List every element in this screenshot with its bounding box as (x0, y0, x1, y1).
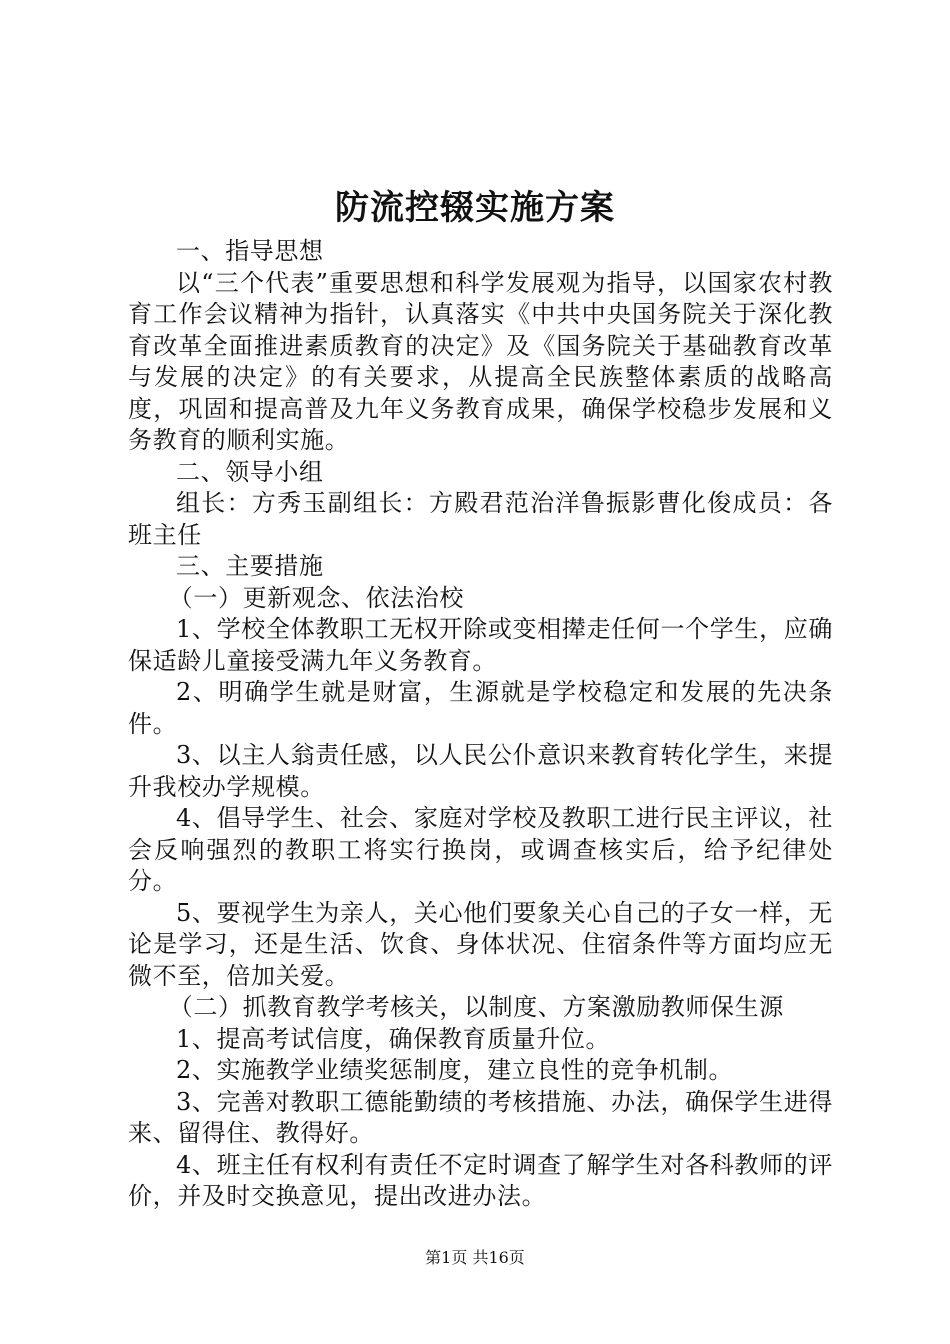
list-item-measure: 5、要视学生为亲人，关心他们要象关心自己的子女一样，无论是学习，还是生活、饮食、身体状况、住宿条件等方面均应无微不至，倍加关爱。 (128, 898, 833, 990)
section-heading-main-measures: 三、主要措施 (176, 552, 324, 580)
list-item-measure: 3、以主人翁责任感，以人民公仆意识来教育转化学生，来提升我校办学规模。 (128, 741, 833, 801)
list-item-measure: 4、倡导学生、社会、家庭对学校及教职工进行民主评议，社会反响强烈的教职工将实行换岗，或调查核实后，给予纪律处分。 (128, 804, 833, 895)
section-heading-leadership-group: 二、领导小组 (176, 457, 324, 486)
document-body (128, 236, 833, 1213)
list-item-measure: 1、提高考试信度，确保教育质量升位。 (176, 1024, 611, 1053)
subsection-heading-2: （二）抓教育教学考核关，以制度、方案激励教师保生源 (168, 993, 784, 1021)
list-item-measure: 4、班主任有权利有责任不定时调查了解学生对各科教师的评价，并及时交换意见，提出改进办法。 (128, 1150, 833, 1210)
list-item-measure: 3、完善对教职工德能勤绩的考核措施、办法，确保学生进得来、留得住、教得好。 (128, 1087, 833, 1147)
section-heading-guiding-thought: 一、指导思想 (176, 237, 324, 265)
subsection-heading-1: （一）更新观念、依法治校 (168, 583, 464, 612)
list-item-measure: 2、明确学生就是财富，生源就是学校稳定和发展的先决条件。 (128, 678, 833, 738)
paragraph-guiding-thought: 以“三个代表”重要思想和科学发展观为指导，以国家农村教育工作会议精神为指针，认真落实《中共中央国务院关于深化教育改革全面推进素质教育的决定》及《国务院关于基础教育改革与发展的决定》的有关要求，从提高全民族整体素质的战略高度，巩固和提高普及九年义务教育成果，确保学校稳步发展和义务教育的顺利实施。 (128, 268, 833, 454)
list-item-measure: 1、学校全体教职工无权开除或变相撵走任何一个学生，应确保适龄儿童接受满九年义务教育。 (128, 615, 833, 675)
page-footer: 第1页 共16页 (425, 1248, 525, 1267)
page-title: 防流控辍实施方案 (335, 188, 615, 228)
paragraph-leadership-members: 组长：方秀玉副组长：方殿君范治洋鲁振影曹化俊成员：各班主任 (128, 489, 833, 549)
list-item-measure: 2、实施教学业绩奖惩制度，建立良性的竞争机制。 (176, 1056, 734, 1084)
